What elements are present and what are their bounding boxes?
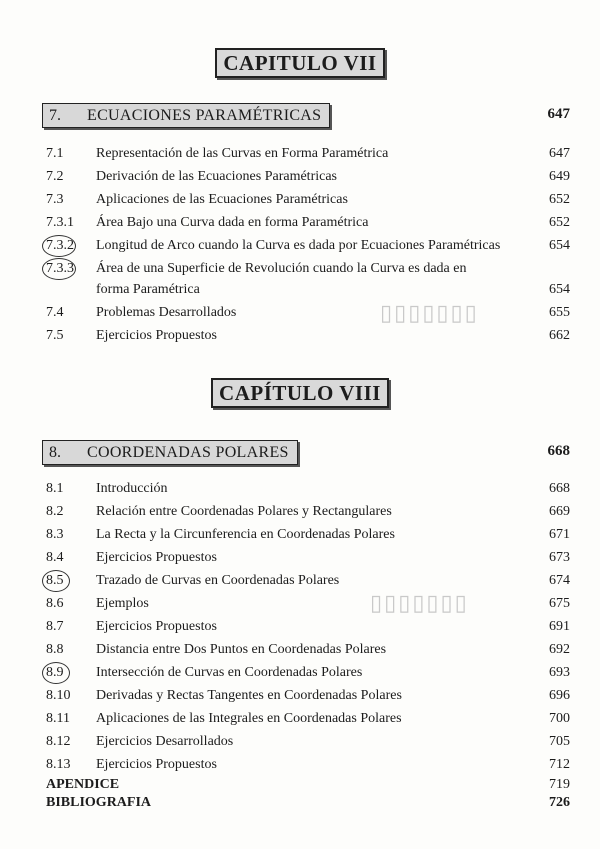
entry-number: 7.2 [46,169,64,184]
appendix-label: APENDICE [46,777,120,792]
bleed-through-text: ▯▯▯▯▯▯▯ [380,300,479,325]
entry-page: 712 [549,757,570,772]
entry-page: 647 [549,146,570,161]
entry-title: Área de una Superficie de Revolución cuando la Curva es dada en [96,261,467,276]
section-heading-8 [42,440,570,466]
entry-title: Ejemplos [96,596,149,611]
entry-title: Ejercicios Propuestos [96,550,217,565]
entry-title: Distancia entre Dos Puntos en Coordenadas Polares [96,642,387,657]
entry-page: 652 [549,192,570,207]
entry-page: 692 [549,642,570,657]
section-page: 647 [547,106,570,122]
entry-title: Ejercicios Propuestos [96,328,217,343]
section-title-box [42,103,330,128]
entry-page: 673 [549,550,570,565]
chapter-title: CAPÍTULO VIII [211,378,389,408]
entry-number: 8.7 [46,619,64,634]
entry-title: Ejercicios Propuestos [96,757,217,772]
entry-title: Aplicaciones de las Integrales en Coordenadas Polares [96,711,402,726]
entry-title: Derivadas y Rectas Tangentes en Coordenadas Polares [96,688,402,703]
section-page: 668 [547,443,570,459]
entry-number: 8.13 [46,757,71,772]
entry-title: Relación entre Coordenadas Polares y Rectangulares [96,504,392,519]
section-title: COORDENADAS POLARES [87,443,289,461]
section-heading-7 [42,103,570,129]
section-title: ECUACIONES PARAMÉTRICAS [87,106,322,124]
entry-title-continued: forma Paramétrica [96,282,200,297]
entry-number: 8.5 [46,573,64,588]
entry-number: 8.1 [46,481,64,496]
entry-page: 691 [549,619,570,634]
entry-page: 675 [549,596,570,611]
chapter-banner-7 [0,48,600,78]
entry-number: 8.9 [46,665,64,680]
appendix-page: 719 [549,777,570,792]
chapter-title: CAPITULO VII [215,48,384,78]
entry-number: 7.3.3 [46,261,74,276]
entry-number: 7.3.2 [46,238,74,253]
entry-title: Área Bajo una Curva dada en forma Paramétrica [96,215,369,230]
entry-number: 7.5 [46,328,64,343]
entry-page: 705 [549,734,570,749]
entry-page: 693 [549,665,570,680]
bibliography-page: 726 [549,795,570,810]
entry-title: La Recta y la Circunferencia en Coordenadas Polares [96,527,395,542]
entry-title: Introducción [96,481,168,496]
entry-page: 655 [549,305,570,320]
entry-title: Derivación de las Ecuaciones Paramétricas [96,169,338,184]
entry-number: 8.10 [46,688,71,703]
bibliography-label: BIBLIOGRAFIA [46,795,152,810]
entry-page: 654 [549,238,570,253]
entry-number: 8.3 [46,527,64,542]
entry-number: 8.4 [46,550,64,565]
chapter-banner-8 [0,378,600,408]
entry-title: Ejercicios Propuestos [96,619,217,634]
section-title-box [42,440,298,465]
entry-title: Trazado de Curvas en Coordenadas Polares [96,573,340,588]
section-number: 7. [49,106,61,124]
entry-number: 7.3.1 [46,215,74,230]
entry-page: 700 [549,711,570,726]
entry-number: 8.11 [46,711,70,726]
entry-number: 8.8 [46,642,64,657]
entry-page: 696 [549,688,570,703]
bleed-through-text: ▯▯▯▯▯▯▯ [370,590,469,615]
entry-number: 8.6 [46,596,64,611]
entry-number: 8.2 [46,504,64,519]
entry-page: 671 [549,527,570,542]
entry-page: 654 [549,282,570,297]
entry-number: 8.12 [46,734,71,749]
entry-title: Longitud de Arco cuando la Curva es dada por Ecuaciones Paramétricas [96,238,501,253]
entry-page: 669 [549,504,570,519]
entry-title: Problemas Desarrollados [96,305,237,320]
toc-appendix[interactable] [46,776,570,794]
entry-title: Ejercicios Desarrollados [96,734,234,749]
entry-title: Intersección de Curvas en Coordenadas Polares [96,665,363,680]
entry-number: 7.3 [46,192,64,207]
entry-page: 662 [549,328,570,343]
entry-page: 674 [549,573,570,588]
entry-page: 668 [549,481,570,496]
entry-title: Representación de las Curvas en Forma Paramétrica [96,146,389,161]
entry-number: 7.1 [46,146,64,161]
entry-page: 652 [549,215,570,230]
entry-title: Aplicaciones de las Ecuaciones Paramétricas [96,192,348,207]
toc-bibliography[interactable] [46,794,570,812]
entry-number: 7.4 [46,305,64,320]
section-number: 8. [49,443,61,461]
entry-page: 649 [549,169,570,184]
